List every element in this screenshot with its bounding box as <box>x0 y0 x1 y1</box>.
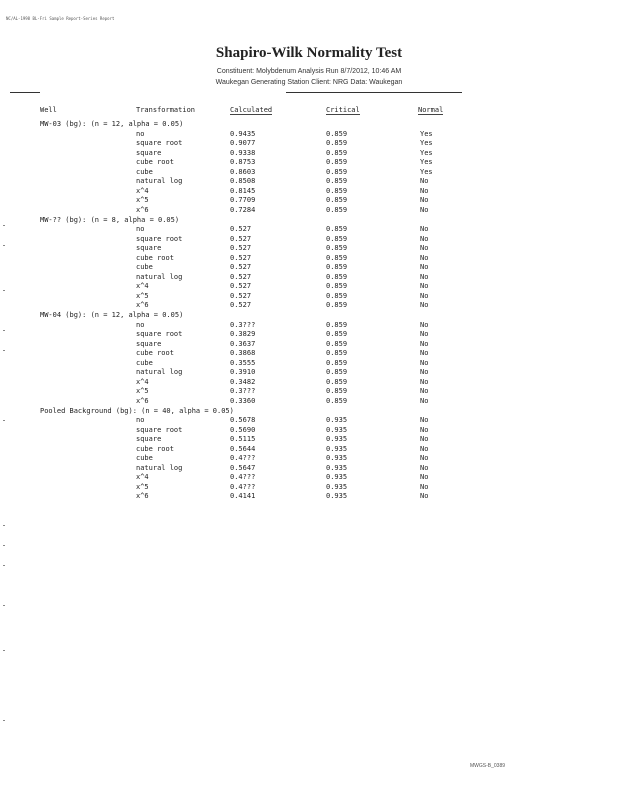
bates-number: MWGS-B_0389 <box>470 763 506 769</box>
cell-calculated: 0.9435 <box>230 129 256 138</box>
group-label: MW-03 (bg): (n = 12, alpha = 0.05) <box>40 120 184 128</box>
cell-transformation: square root <box>136 425 183 434</box>
cell-critical: 0.859 <box>326 339 348 348</box>
cell-normal: No <box>420 253 429 262</box>
column-header-normal: Normal <box>418 106 444 114</box>
cell-transformation: x^5 <box>136 196 149 205</box>
cell-critical: 0.935 <box>326 463 348 472</box>
cell-calculated: 0.527 <box>230 234 252 243</box>
cell-critical: 0.859 <box>326 368 348 377</box>
cell-critical: 0.859 <box>326 167 348 176</box>
cell-calculated: 0.527 <box>230 272 252 281</box>
cell-calculated: 0.4??? <box>230 482 256 491</box>
cell-calculated: 0.5644 <box>230 444 256 453</box>
cell-critical: 0.859 <box>326 377 348 386</box>
margin-mark <box>3 545 5 546</box>
cell-normal: No <box>420 463 429 472</box>
cell-critical: 0.859 <box>326 253 348 262</box>
cell-calculated: 0.3??? <box>230 387 256 396</box>
margin-mark <box>3 605 5 606</box>
header-rule-right <box>286 92 462 93</box>
cell-transformation: square <box>136 435 162 444</box>
document-header-id: NC/AL-1998 BL-Fri Sample Report-Series Report <box>6 16 115 21</box>
cell-transformation: no <box>136 129 145 138</box>
group-label: MW-?? (bg): (n = 8, alpha = 0.05) <box>40 215 180 224</box>
cell-transformation: cube <box>136 167 153 176</box>
cell-transformation: x^4 <box>136 282 149 291</box>
cell-normal: No <box>420 205 429 214</box>
cell-normal: No <box>420 282 429 291</box>
cell-critical: 0.859 <box>326 282 348 291</box>
cell-calculated: 0.4??? <box>230 473 256 482</box>
cell-normal: No <box>420 425 429 434</box>
cell-calculated: 0.3637 <box>230 339 256 348</box>
margin-mark <box>3 420 5 421</box>
cell-normal: No <box>420 396 429 405</box>
cell-transformation: no <box>136 320 145 329</box>
margin-mark <box>3 350 5 351</box>
cell-critical: 0.859 <box>326 148 348 157</box>
cell-critical: 0.935 <box>326 454 348 463</box>
cell-normal: No <box>420 225 429 234</box>
cell-critical: 0.859 <box>326 196 348 205</box>
column-header-well: Well <box>40 106 57 114</box>
subtitle-line-2: Waukegan Generating Station Client: NRG Data: Waukegan <box>215 79 403 86</box>
cell-critical: 0.859 <box>326 291 348 300</box>
cell-calculated: 0.8508 <box>230 177 256 186</box>
cell-critical: 0.859 <box>326 301 348 310</box>
cell-transformation: x^5 <box>136 291 149 300</box>
cell-calculated: 0.7709 <box>230 196 256 205</box>
column-header-calculated: Calculated <box>230 106 273 114</box>
cell-critical: 0.859 <box>326 396 348 405</box>
cell-transformation: cube root <box>136 158 174 167</box>
column-header-transformation: Transformation <box>136 106 196 114</box>
cell-critical: 0.935 <box>326 425 348 434</box>
cell-normal: No <box>420 387 429 396</box>
cell-transformation: x^5 <box>136 387 149 396</box>
cell-normal: No <box>420 234 429 243</box>
cell-normal: No <box>420 482 429 491</box>
margin-mark <box>3 290 5 291</box>
cell-calculated: 0.9338 <box>230 148 256 157</box>
cell-calculated: 0.3829 <box>230 330 256 339</box>
margin-mark <box>3 245 5 246</box>
cell-critical: 0.859 <box>326 272 348 281</box>
cell-normal: No <box>420 492 429 501</box>
cell-transformation: x^6 <box>136 205 149 214</box>
cell-calculated: 0.527 <box>230 253 252 262</box>
cell-normal: No <box>420 291 429 300</box>
cell-transformation: x^6 <box>136 301 149 310</box>
cell-calculated: 0.3910 <box>230 368 256 377</box>
cell-normal: No <box>420 473 429 482</box>
cell-normal: No <box>420 444 429 453</box>
cell-normal: No <box>420 244 429 253</box>
cell-normal: No <box>420 330 429 339</box>
cell-transformation: square root <box>136 139 183 148</box>
cell-transformation: square root <box>136 234 183 243</box>
cell-normal: Yes <box>420 139 433 148</box>
cell-calculated: 0.527 <box>230 301 252 310</box>
page-title: Shapiro-Wilk Normality Test <box>215 45 403 61</box>
header-rule-left <box>10 92 40 93</box>
margin-mark <box>3 225 5 226</box>
cell-critical: 0.859 <box>326 387 348 396</box>
cell-critical: 0.935 <box>326 435 348 444</box>
cell-normal: No <box>420 435 429 444</box>
cell-critical: 0.859 <box>326 358 348 367</box>
cell-transformation: square <box>136 339 162 348</box>
cell-normal: No <box>420 301 429 310</box>
cell-calculated: 0.7284 <box>230 205 256 214</box>
cell-transformation: x^6 <box>136 396 149 405</box>
cell-normal: Yes <box>420 158 433 167</box>
cell-transformation: natural log <box>136 368 183 377</box>
cell-calculated: 0.3??? <box>230 320 256 329</box>
cell-critical: 0.859 <box>326 139 348 148</box>
cell-critical: 0.935 <box>326 473 348 482</box>
cell-normal: No <box>420 320 429 329</box>
cell-calculated: 0.8145 <box>230 186 256 195</box>
cell-transformation: cube root <box>136 349 174 358</box>
cell-critical: 0.859 <box>326 225 348 234</box>
group-label: Pooled Background (bg): (n = 40, alpha = 0.05) <box>40 406 234 415</box>
cell-calculated: 0.3555 <box>230 358 256 367</box>
cell-transformation: cube <box>136 263 153 272</box>
cell-calculated: 0.8603 <box>230 167 256 176</box>
margin-mark <box>3 525 5 526</box>
cell-transformation: cube <box>136 358 153 367</box>
cell-critical: 0.935 <box>326 416 348 425</box>
cell-transformation: cube root <box>136 444 174 453</box>
cell-normal: No <box>420 349 429 358</box>
cell-critical: 0.859 <box>326 129 348 138</box>
cell-calculated: 0.527 <box>230 244 252 253</box>
cell-normal: No <box>420 416 429 425</box>
cell-normal: No <box>420 358 429 367</box>
cell-critical: 0.859 <box>326 244 348 253</box>
cell-normal: Yes <box>420 148 433 157</box>
cell-normal: No <box>420 263 429 272</box>
cell-calculated: 0.527 <box>230 282 252 291</box>
cell-transformation: natural log <box>136 463 183 472</box>
cell-critical: 0.859 <box>326 349 348 358</box>
cell-normal: No <box>420 186 429 195</box>
cell-transformation: x^4 <box>136 473 149 482</box>
cell-critical: 0.935 <box>326 482 348 491</box>
cell-critical: 0.859 <box>326 186 348 195</box>
column-header-critical: Critical <box>326 106 360 114</box>
cell-normal: No <box>420 377 429 386</box>
cell-transformation: x^4 <box>136 186 149 195</box>
cell-calculated: 0.5678 <box>230 416 256 425</box>
cell-calculated: 0.5115 <box>230 435 256 444</box>
cell-normal: No <box>420 196 429 205</box>
cell-transformation: no <box>136 225 145 234</box>
cell-calculated: 0.8753 <box>230 158 256 167</box>
cell-calculated: 0.527 <box>230 263 252 272</box>
cell-calculated: 0.4??? <box>230 454 256 463</box>
cell-critical: 0.859 <box>326 263 348 272</box>
cell-critical: 0.935 <box>326 444 348 453</box>
group-label: MW-04 (bg): (n = 12, alpha = 0.05) <box>40 311 184 319</box>
cell-transformation: no <box>136 416 145 425</box>
cell-transformation: x^5 <box>136 482 149 491</box>
cell-critical: 0.859 <box>326 320 348 329</box>
cell-normal: No <box>420 339 429 348</box>
cell-transformation: cube <box>136 454 153 463</box>
cell-transformation: square root <box>136 330 183 339</box>
cell-transformation: x^4 <box>136 377 149 386</box>
cell-calculated: 0.3868 <box>230 349 256 358</box>
margin-mark <box>3 565 5 566</box>
cell-transformation: square <box>136 148 162 157</box>
cell-transformation: natural log <box>136 177 183 186</box>
subtitle-line-1: Constituent: Molybdenum Analysis Run 8/7/2012, 10:46 AM <box>216 68 402 75</box>
cell-calculated: 0.3360 <box>230 396 256 405</box>
cell-normal: No <box>420 177 429 186</box>
margin-mark <box>3 720 5 721</box>
cell-calculated: 0.4141 <box>230 492 256 501</box>
cell-calculated: 0.5690 <box>230 425 256 434</box>
cell-critical: 0.859 <box>326 330 348 339</box>
cell-transformation: cube root <box>136 253 174 262</box>
cell-normal: No <box>420 272 429 281</box>
cell-normal: Yes <box>420 167 433 176</box>
cell-normal: Yes <box>420 129 433 138</box>
cell-transformation: natural log <box>136 272 183 281</box>
cell-critical: 0.859 <box>326 205 348 214</box>
cell-normal: No <box>420 368 429 377</box>
cell-calculated: 0.5647 <box>230 463 256 472</box>
cell-calculated: 0.527 <box>230 291 252 300</box>
cell-critical: 0.935 <box>326 492 348 501</box>
cell-calculated: 0.3482 <box>230 377 256 386</box>
cell-calculated: 0.9077 <box>230 139 256 148</box>
cell-critical: 0.859 <box>326 177 348 186</box>
cell-critical: 0.859 <box>326 158 348 167</box>
cell-calculated: 0.527 <box>230 225 252 234</box>
cell-normal: No <box>420 454 429 463</box>
cell-critical: 0.859 <box>326 234 348 243</box>
cell-transformation: square <box>136 244 162 253</box>
margin-mark <box>3 330 5 331</box>
margin-mark <box>3 650 5 651</box>
cell-transformation: x^6 <box>136 492 149 501</box>
